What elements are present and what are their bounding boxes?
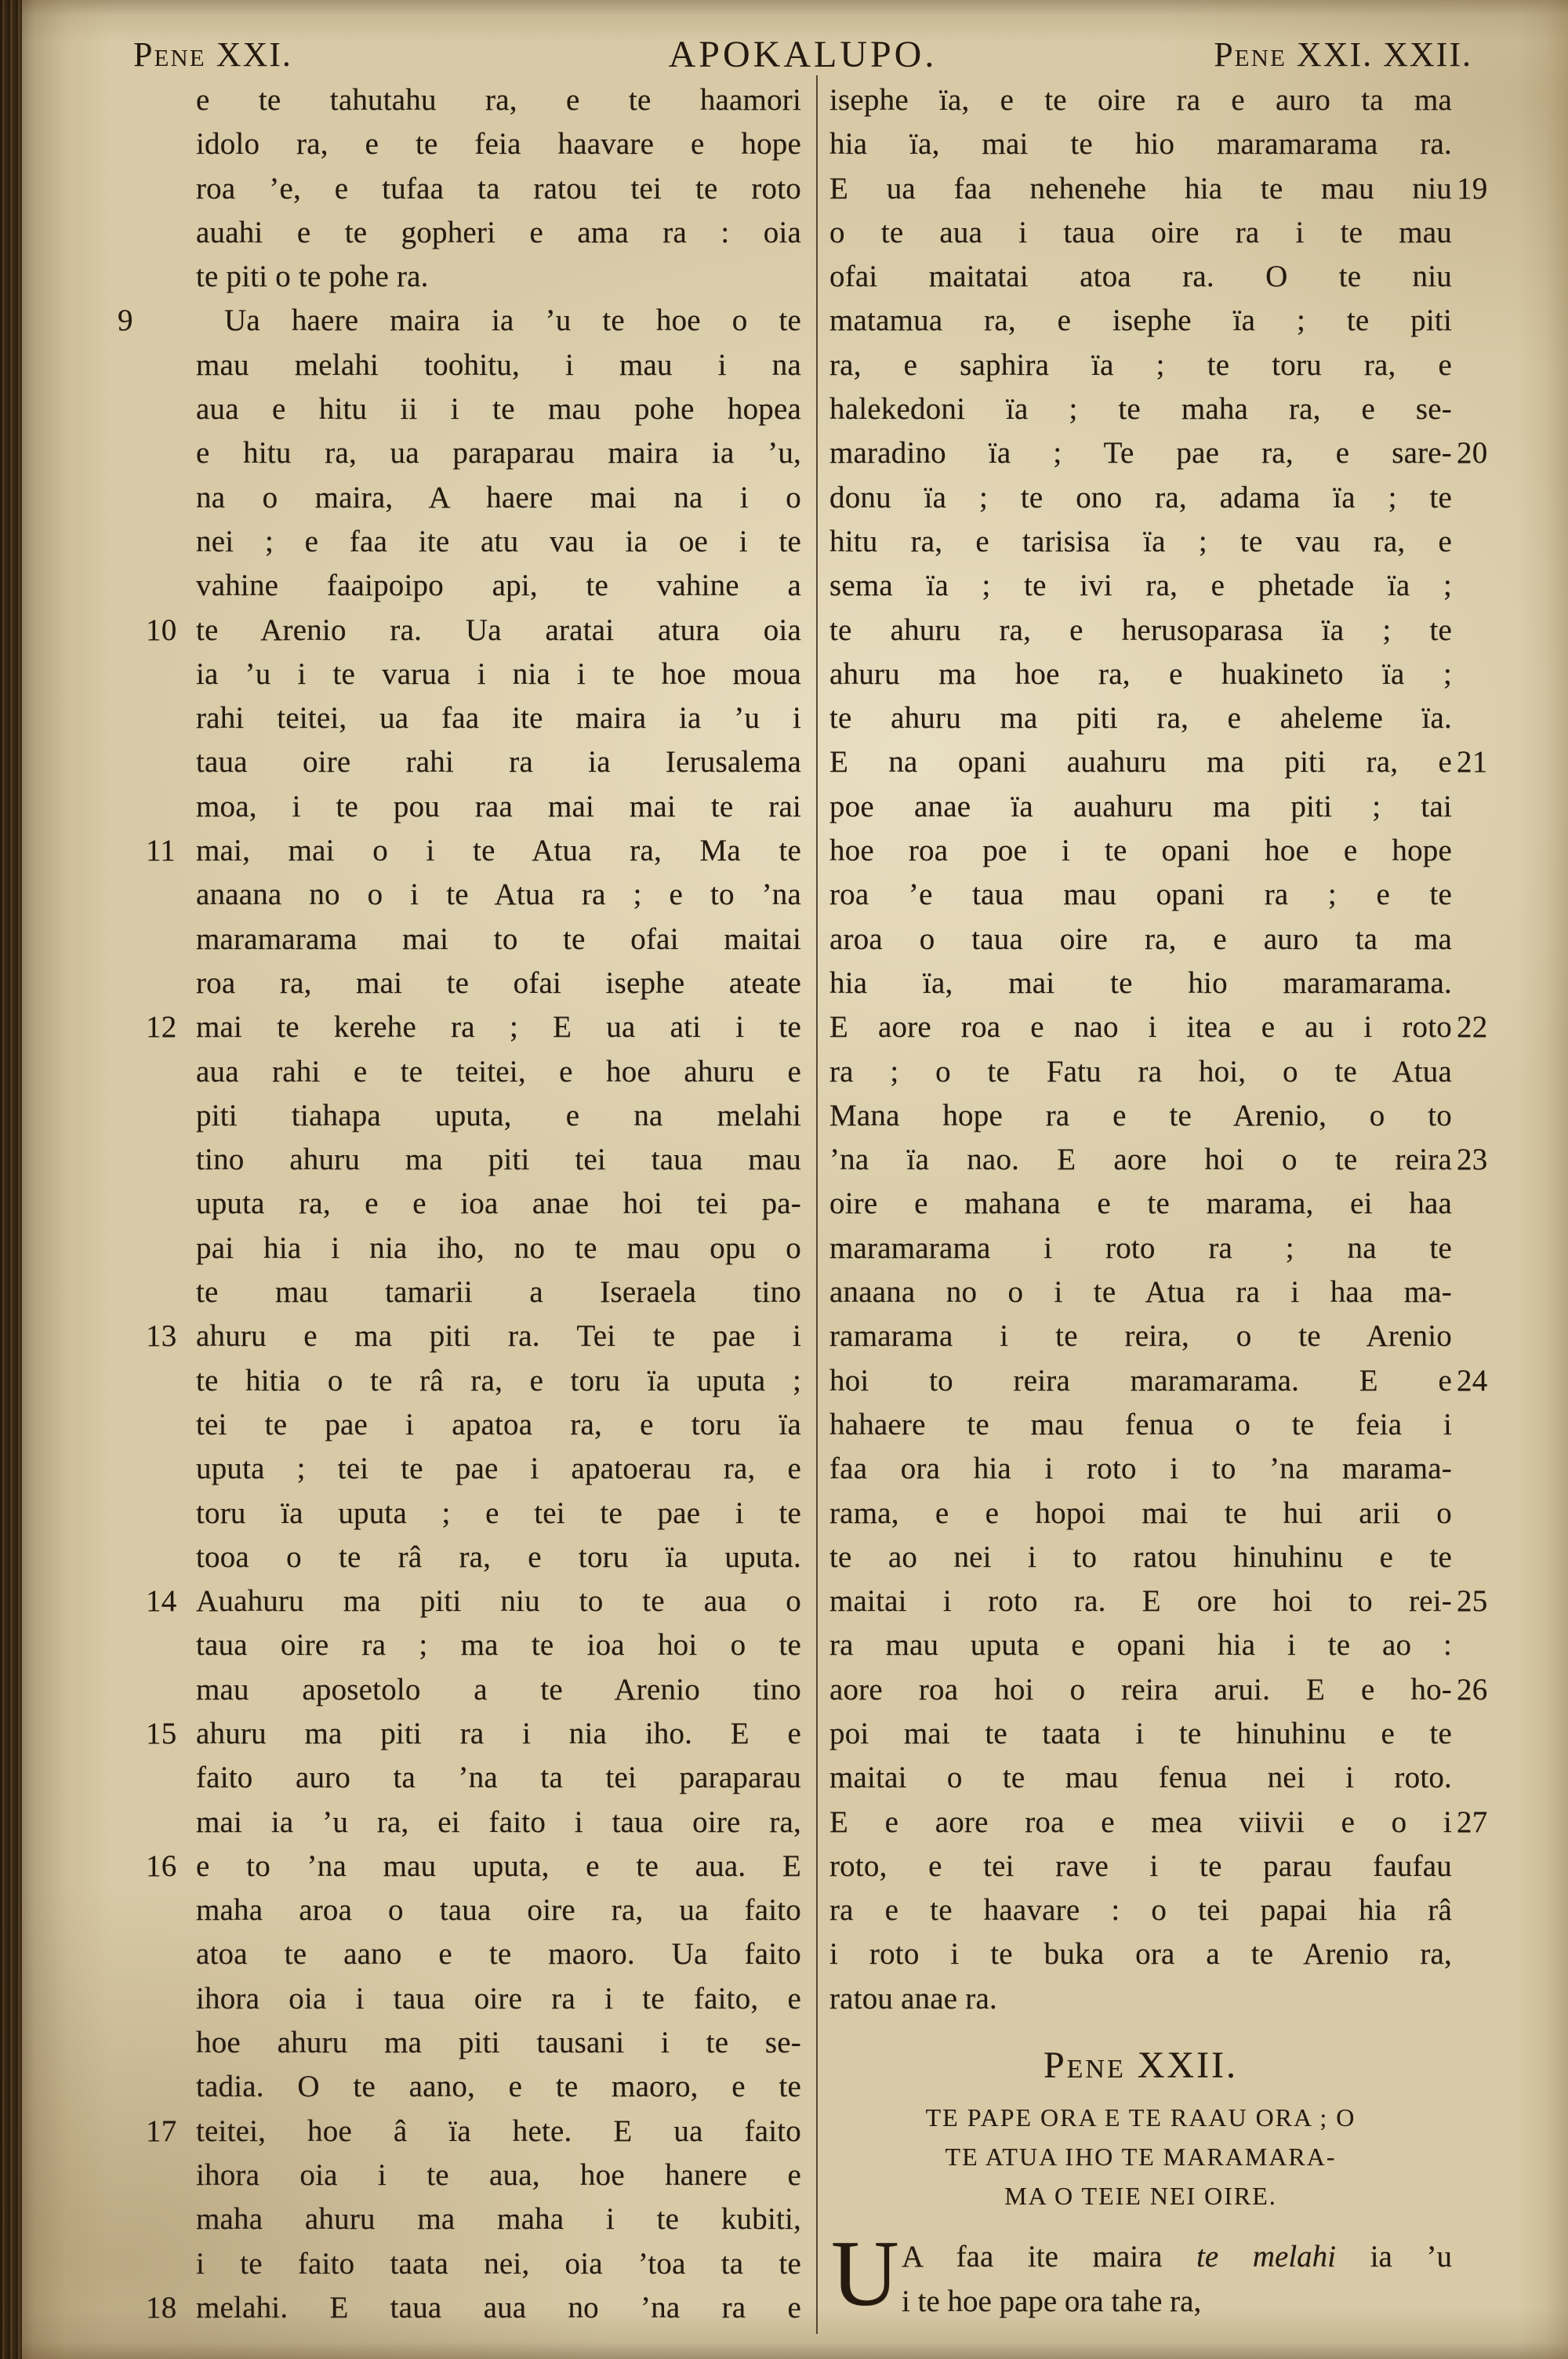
verse-number: 22 [1457, 1010, 1488, 1045]
text-line [196, 1536, 801, 1579]
line-text: roa ra, mai te ofai isephe ateate [196, 965, 801, 1000]
line-text: rama, e e hopoi mai te hui arii o [829, 1496, 1452, 1530]
line-text: Mana hope ra e te Arenio, o to [829, 1098, 1452, 1132]
line-text: ’na ïa nao. E aore hoi o te reira [829, 1143, 1452, 1177]
text-line [196, 2242, 801, 2286]
text-line [829, 343, 1452, 387]
right-column-text [829, 78, 1488, 2021]
line-text: aroa o taua oire ra, e auro ta ma [829, 921, 1452, 956]
text-line [829, 1182, 1452, 1226]
line-text: na o maira, A haere mai na i o [196, 480, 801, 514]
verse-number: 9 [118, 304, 133, 338]
text-line [196, 1227, 801, 1270]
line-text: ra, e saphira ïa ; te toru ra, e [829, 347, 1452, 382]
text-line [146, 609, 801, 652]
line-text: hoi to reira maramarama. E e [829, 1363, 1452, 1398]
text-line [196, 1756, 801, 1800]
text-line [829, 740, 1488, 784]
text-line [829, 387, 1452, 431]
line-text: te Arenio ra. Ua aratai atura oia [196, 612, 801, 647]
text-line [829, 1888, 1452, 1932]
chapter-heading: Pene XXII. [1043, 2045, 1239, 2087]
text-line [196, 2065, 801, 2109]
text-line [829, 1050, 1452, 1094]
line-text: oire e mahana e te marama, ei haa [829, 1187, 1452, 1221]
line-text: o te aua i taua oire ra i te mau [829, 215, 1452, 249]
line-text: taua oire rahi ra ia Ierusalema [196, 745, 801, 780]
text-line [196, 564, 801, 608]
line-text: i roto i te buka ora a te Arenio ra, [829, 1937, 1452, 1972]
text-line [196, 2197, 801, 2241]
verse-number: 11 [146, 834, 176, 868]
text-line [118, 299, 801, 343]
line-text: poi mai te taata i te hinuhinu e te [829, 1716, 1452, 1750]
text-line [829, 1932, 1452, 1976]
text-line [829, 1005, 1488, 1049]
text-line [829, 1756, 1452, 1800]
verse-number: 18 [146, 2290, 177, 2324]
text-line [196, 740, 801, 784]
text-line [146, 829, 801, 873]
text-line [196, 1492, 801, 1536]
line-text: vahine faaipoipo api, te vahine a [196, 569, 801, 603]
text-line [196, 431, 801, 475]
text-line [196, 2154, 801, 2197]
chapter-subtitle-line: TE ATUA IHO TE MARAMARA- [945, 2143, 1337, 2172]
verse-number: 14 [146, 1584, 177, 1619]
line-text: pai hia i nia iho, no te mau opu o [196, 1230, 801, 1265]
text-line [196, 211, 801, 255]
left-column-text [118, 78, 801, 2330]
line-text: roto, e tei rave i te parau faufau [829, 1848, 1452, 1883]
text-line [196, 1359, 801, 1403]
verse-number: 26 [1457, 1672, 1488, 1707]
text-line [829, 564, 1452, 608]
verse-number: 10 [146, 612, 177, 647]
line-text: ra mau uputa e opani hia i te ao : [829, 1628, 1452, 1663]
left-column [118, 78, 801, 2330]
text-line [146, 1005, 801, 1049]
book-binding-edge [0, 0, 22, 2359]
line-text: faito auro ta ’na ta tei paraparau [196, 1761, 801, 1795]
text-line [829, 1492, 1452, 1536]
line-text: ahuru ma hoe ra, e huakineto ïa ; [829, 656, 1452, 691]
line-text: anaana no o i te Atua ra i haa ma- [829, 1275, 1452, 1310]
line-text: E ua faa nehenehe hia te mau niu [829, 171, 1452, 205]
line-text: ahuru ma piti ra i nia iho. E e [196, 1716, 801, 1750]
verse-number: 16 [146, 1848, 177, 1883]
running-head-right: Pene XXI. XXII. [1214, 35, 1472, 74]
chapter-opening-lines [902, 2234, 1452, 2324]
line-text: maha ahuru ma maha i te kubiti, [196, 2202, 801, 2237]
line-text: hitu ra, e tarisisa ïa ; te vau ra, e [829, 524, 1452, 558]
text-line [196, 1801, 801, 1845]
opening-text-segment: i te hoe pape ora tahe ra, [902, 2284, 1202, 2319]
line-text: taua oire ra ; ma te ioa hoi o te [196, 1628, 801, 1663]
text-line [146, 2110, 801, 2154]
line-text: aua rahi e te teitei, e hoe ahuru e [196, 1054, 801, 1089]
text-line [146, 1845, 801, 1888]
line-text: nei ; e faa ite atu vau ia oe i te [196, 524, 801, 558]
text-line [829, 1138, 1488, 1182]
line-text: roa ’e, e tufaa ta ratou tei te roto [196, 171, 801, 205]
verse-number: 17 [146, 2114, 177, 2148]
text-line [829, 1623, 1452, 1667]
line-text: ramarama i te reira, o te Arenio [829, 1319, 1452, 1354]
opening-line [902, 2279, 1452, 2324]
text-line [829, 1845, 1452, 1888]
text-line [196, 1977, 801, 2021]
text-line [196, 1182, 801, 1226]
line-text: mai ia ’u ra, ei faito i taua oire ra, [196, 1805, 801, 1839]
text-line [829, 255, 1452, 299]
text-line [829, 78, 1452, 122]
text-line [196, 652, 801, 696]
line-text: roa ’e taua mau opani ra ; e te [829, 878, 1452, 912]
line-text: mai, mai o i te Atua ra, Ma te [196, 834, 801, 868]
line-text: poe anae ïa auahuru ma piti ; tai [829, 789, 1452, 823]
line-text: E na opani auahuru ma piti ra, e [829, 745, 1452, 780]
text-line [146, 1579, 801, 1623]
text-line [829, 520, 1452, 564]
line-text: ahuru e ma piti ra. Tei te pae i [196, 1319, 801, 1354]
line-text: tooa o te râ ra, e toru ïa uputa. [196, 1539, 801, 1574]
verse-number: 19 [1457, 171, 1488, 205]
line-text: donu ïa ; te ono ra, adama ïa ; te [829, 480, 1452, 514]
text-line [196, 255, 801, 299]
text-line [829, 122, 1452, 166]
line-text: melahi. E taua aua no ’na ra e [196, 2290, 801, 2324]
text-line [829, 431, 1488, 475]
text-line [829, 873, 1452, 917]
text-line [196, 1668, 801, 1712]
text-line [829, 961, 1452, 1005]
line-text: uputa ; tei te pae i apatoerau ra, e [196, 1452, 801, 1486]
line-text: faa ora hia i roto i to ’na marama- [829, 1452, 1452, 1486]
line-text: Ua haere maira ia ’u te hoe o te [224, 304, 801, 338]
line-text: piti tiahapa uputa, e na melahi [196, 1098, 801, 1132]
text-line [196, 1094, 801, 1138]
text-line [829, 1579, 1488, 1623]
text-line [196, 873, 801, 917]
text-line [196, 1138, 801, 1182]
line-text: maramarama mai to te ofai maitai [196, 921, 801, 956]
text-line [829, 696, 1452, 740]
verse-number: 21 [1457, 745, 1488, 780]
opening-text-segment: te melahi [1196, 2240, 1337, 2274]
chapter-22-section [829, 2045, 1452, 2324]
text-line [829, 211, 1452, 255]
line-text: tei te pae i apatoa ra, e toru ïa [196, 1407, 801, 1441]
text-line [829, 652, 1452, 696]
text-line [829, 1536, 1452, 1579]
line-text: maha aroa o taua oire ra, ua faito [196, 1893, 801, 1928]
verse-number: 15 [146, 1716, 177, 1750]
line-text: maitai i roto ra. E ore hoi to rei- [829, 1584, 1452, 1619]
line-text: toru ïa uputa ; e tei te pae i te [196, 1496, 801, 1530]
chapter-subtitle-line: MA O TEIE NEI OIRE. [1004, 2182, 1277, 2211]
text-line [829, 1977, 1452, 2021]
text-line [829, 1227, 1452, 1270]
verse-number: 24 [1457, 1363, 1488, 1398]
line-text: e hitu ra, ua paraparau maira ia ’u, [196, 436, 801, 471]
text-line [829, 1270, 1452, 1314]
line-text: hoe roa poe i te opani hoe e hope [829, 834, 1452, 868]
line-text: moa, i te pou raa mai mai te rai [196, 789, 801, 823]
text-line [829, 1094, 1452, 1138]
text-line [829, 1801, 1488, 1845]
text-line [829, 1668, 1488, 1712]
line-text: E e aore roa e mea viivii e o i [829, 1805, 1452, 1839]
line-text: aua e hitu ii i te mau pohe hopea [196, 392, 801, 427]
text-line [146, 2286, 801, 2330]
text-line [829, 609, 1452, 652]
text-line [196, 476, 801, 520]
verse-number: 27 [1457, 1805, 1488, 1839]
line-text: hia ïa, mai te hio maramarama ra. [829, 127, 1452, 162]
text-line [196, 1447, 801, 1491]
text-line [196, 785, 801, 829]
line-text: ofai maitatai atoa ra. O te niu [829, 260, 1452, 294]
text-line [196, 1270, 801, 1314]
line-text: i te faito taata nei, oia ’toa ta te [196, 2246, 801, 2281]
line-text: halekedoni ïa ; te maha ra, e se- [829, 392, 1452, 427]
page-header [133, 35, 1472, 85]
opening-line [902, 2234, 1452, 2279]
text-line [196, 520, 801, 564]
line-text: maitai o te mau fenua nei i roto. [829, 1761, 1452, 1795]
line-text: hahaere te mau fenua o te feia i [829, 1407, 1452, 1441]
verse-number: 20 [1457, 436, 1488, 471]
line-text: mau melahi toohitu, i mau i na [196, 347, 801, 382]
line-text: anaana no o i te Atua ra ; e to ’na [196, 878, 801, 912]
line-text: uputa ra, e e ioa anae hoi tei pa- [196, 1187, 801, 1221]
line-text: matamua ra, e isephe ïa ; te piti [829, 304, 1452, 338]
line-text: idolo ra, e te feia haavare e hope [196, 127, 801, 162]
opening-text-segment: ia ’u [1336, 2240, 1452, 2274]
column-divider-rule [816, 75, 818, 2334]
text-line [829, 1403, 1452, 1447]
line-text: Auahuru ma piti niu to te aua o [196, 1584, 801, 1619]
text-line [196, 1623, 801, 1667]
line-text: te ao nei i to ratou hinuhinu e te [829, 1539, 1452, 1574]
drop-cap: U [831, 2221, 899, 2326]
running-head-left: Pene XXI. [133, 35, 292, 74]
opening-text-segment: A faa ite maira [902, 2240, 1197, 2274]
chapter-subtitle-line: TE PAPE ORA E TE RAAU ORA ; O [925, 2103, 1356, 2132]
text-line [146, 1314, 801, 1358]
line-text: aore roa hoi o reira arui. E e ho- [829, 1672, 1452, 1707]
line-text: ratou anae ra. [829, 1981, 997, 2016]
line-text: te hitia o te râ ra, e toru ïa uputa ; [196, 1363, 801, 1398]
text-line [829, 785, 1452, 829]
text-line [829, 167, 1488, 211]
line-text: te piti o te pohe ra. [196, 260, 429, 294]
text-line [196, 2021, 801, 2065]
text-line [829, 1359, 1488, 1403]
line-text: ihora oia i taua oire ra i te faito, e [196, 1981, 801, 2016]
line-text: isephe ïa, e te oire ra e auro ta ma [829, 83, 1452, 117]
line-text: te ahuru ma piti ra, e aheleme ïa. [829, 701, 1452, 736]
text-line [829, 1314, 1452, 1358]
line-text: hia ïa, mai te hio maramarama. [829, 965, 1452, 1000]
right-column [829, 78, 1488, 2326]
chapter-subtitle [829, 2098, 1452, 2215]
line-text: ihora oia i te aua, hoe hanere e [196, 2157, 801, 2192]
text-line [829, 299, 1452, 343]
text-line [196, 918, 801, 961]
line-text: maradino ïa ; Te pae ra, e sare- [829, 436, 1452, 471]
verse-number: 25 [1457, 1584, 1488, 1619]
text-line [829, 476, 1452, 520]
line-text: rahi teitei, ua faa ite maira ia ’u i [196, 701, 801, 736]
text-line [196, 961, 801, 1005]
line-text: tadia. O te aano, e te maoro, e te [196, 2070, 801, 2104]
line-text: e to ’na mau uputa, e te aua. E [196, 1848, 801, 1883]
text-line [196, 387, 801, 431]
text-line [196, 696, 801, 740]
text-line [146, 1712, 801, 1756]
line-text: sema ïa ; te ivi ra, e phetade ïa ; [829, 569, 1452, 603]
line-text: maramarama i roto ra ; na te [829, 1230, 1452, 1265]
line-text: ra ; o te Fatu ra hoi, o te Atua [829, 1054, 1452, 1089]
text-line [196, 1888, 801, 1932]
text-line [829, 918, 1452, 961]
verse-number: 13 [146, 1319, 177, 1354]
text-line [196, 1403, 801, 1447]
line-text: auahi e te gopheri e ama ra : oia [196, 215, 801, 249]
text-line [196, 1050, 801, 1094]
verse-number: 12 [146, 1010, 177, 1045]
text-line [829, 829, 1452, 873]
line-text: ra e te haavare : o tei papai hia râ [829, 1893, 1452, 1928]
text-line [829, 1712, 1452, 1756]
line-text: ia ’u i te varua i nia i te hoe moua [196, 656, 801, 691]
line-text: atoa te aano e te maoro. Ua faito [196, 1937, 801, 1972]
chapter-opening-paragraph [829, 2221, 1452, 2326]
text-line [196, 1932, 801, 1976]
line-text: e te tahutahu ra, e te haamori [196, 83, 801, 117]
line-text: tino ahuru ma piti tei taua mau [196, 1143, 801, 1177]
line-text: te mau tamarii a Iseraela tino [196, 1275, 801, 1310]
line-text: E aore roa e nao i itea e au i roto [829, 1010, 1452, 1045]
line-text: teitei, hoe â ïa hete. E ua faito [196, 2114, 801, 2148]
line-text: hoe ahuru ma piti tausani i te se- [196, 2026, 801, 2060]
text-line [196, 78, 801, 122]
text-line [829, 1447, 1452, 1491]
page-title: APOKALUPO. [668, 34, 938, 75]
text-line [196, 343, 801, 387]
line-text: mai te kerehe ra ; E ua ati i te [196, 1010, 801, 1045]
line-text: mau aposetolo a te Arenio tino [196, 1672, 801, 1707]
text-line [196, 122, 801, 166]
verse-number: 23 [1457, 1143, 1488, 1177]
text-line [196, 167, 801, 211]
line-text: te ahuru ra, e herusoparasa ïa ; te [829, 612, 1452, 647]
